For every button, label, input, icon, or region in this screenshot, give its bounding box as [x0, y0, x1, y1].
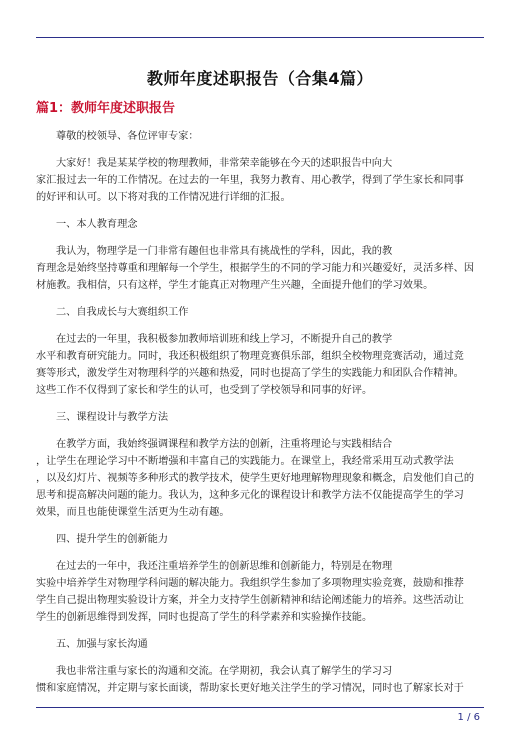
text-line: 学生自己提出物理实验设计方案，并全力支持学生创新精神和结论阐述能力的培养。这些活动让 [36, 595, 464, 606]
text-line: 二、自我成长与大赛组织工作 [56, 307, 189, 318]
heading-5 [36, 636, 484, 653]
text-line: 我认为，物理学是一门非常有趣但也非常具有挑战性的学科，因此，我的教 [56, 246, 393, 257]
page-number: 1 / 6 [457, 712, 480, 723]
text-line: 在过去的一年中，我还注重培养学生的创新思维和创新能力，特别是在物理 [56, 561, 393, 572]
paragraph-philosophy [36, 243, 484, 294]
document-title: 教师年度述职报告（合集4篇） [146, 69, 374, 88]
heading-3 [36, 409, 484, 426]
heading-1 [36, 216, 484, 233]
salutation [36, 128, 484, 145]
paragraph-parents [36, 663, 484, 697]
text-line: 的好评和认可。以下将对我的工作情况进行详细的汇报。 [36, 192, 291, 203]
text-line: 在教学方面，我始终强调课程和教学方法的创新，注重将理论与实践相结合 [56, 439, 393, 450]
text-line: 材施教。我相信，只有这样，学生才能真正对物理产生兴趣，全面提升他们的学习效果。 [36, 280, 434, 291]
text-line: 大家好！我是某某学校的物理教师，非常荣幸能够在今天的述职报告中向大 [56, 158, 393, 169]
paragraph-growth [36, 331, 484, 399]
text-line: 我也非常注重与家长的沟通和交流。在学期初，我会认真了解学生的学习习 [56, 666, 393, 677]
header-rule [36, 37, 484, 38]
heading-2 [36, 304, 484, 321]
text-line: 水平和教育研究能力。同时，我还积极组织了物理竞赛俱乐部，组织全校物理竞赛活动，通过竞 [36, 351, 464, 362]
text-line: 思考和提高解决问题的能力。我认为，这种多元化的课程设计和教学方法不仅能提高学生的学习 [36, 490, 464, 501]
text-line: 实验中培养学生对物理学科问题的解决能力。我组织学生参加了多项物理实验竞赛，鼓励和推荐 [36, 578, 464, 589]
text-line: 在过去的一年里，我积极参加教师培训班和线上学习，不断提升自己的教学 [56, 334, 393, 345]
text-line: 一、本人教育理念 [56, 219, 138, 230]
text-line: ，让学生在理论学习中不断增强和丰富自己的实践能力。在课堂上，我经常采用互动式教学法 [36, 456, 454, 467]
paragraph-intro [36, 155, 484, 206]
paragraph-innovation [36, 558, 484, 626]
text-line: 家汇报过去一年的工作情况。在过去的一年里，我努力教育、用心教学，得到了学生家长和同事 [36, 175, 464, 186]
paragraph-teaching [36, 436, 484, 521]
footer-rule [36, 707, 484, 708]
section-title: 篇1：教师年度述职报告 [36, 101, 176, 116]
text-line: 赛等形式，激发学生对物理科学的兴趣和热爱，同时也提高了学生的实践能力和团队合作精神。 [36, 368, 464, 379]
text-line: 这些工作不仅得到了家长和学生的认可，也受到了学校领导和同事的好评。 [36, 385, 373, 396]
text-line: 效果，而且也能使课堂生活更为生动有趣。 [36, 507, 230, 518]
document-body [36, 128, 484, 707]
heading-4 [36, 531, 484, 548]
text-line: 惯和家庭情况，并定期与家长面谈，帮助家长更好地关注学生的学习情况，同时也了解家长对于 [36, 683, 464, 694]
text-line: 育理念是始终坚持尊重和理解每一个学生，根据学生的不同的学习能力和兴趣爱好，灵活多样、因 [36, 263, 475, 274]
text-line: 三、课程设计与教学方法 [56, 412, 169, 423]
text-line: 四、提升学生的创新能力 [56, 534, 169, 545]
text-line: ，以及幻灯片、视频等多种形式的教学技术，使学生更好地理解物理现象和概念，启发他们自己的 [36, 473, 475, 484]
text-line: 学生的创新思维得到发挥，同时也提高了学生的科学素养和实验操作技能。 [36, 612, 373, 623]
text-line: 五、加强与家长沟通 [56, 639, 148, 650]
text-line: 尊敬的校领导、各位评审专家： [56, 131, 199, 142]
